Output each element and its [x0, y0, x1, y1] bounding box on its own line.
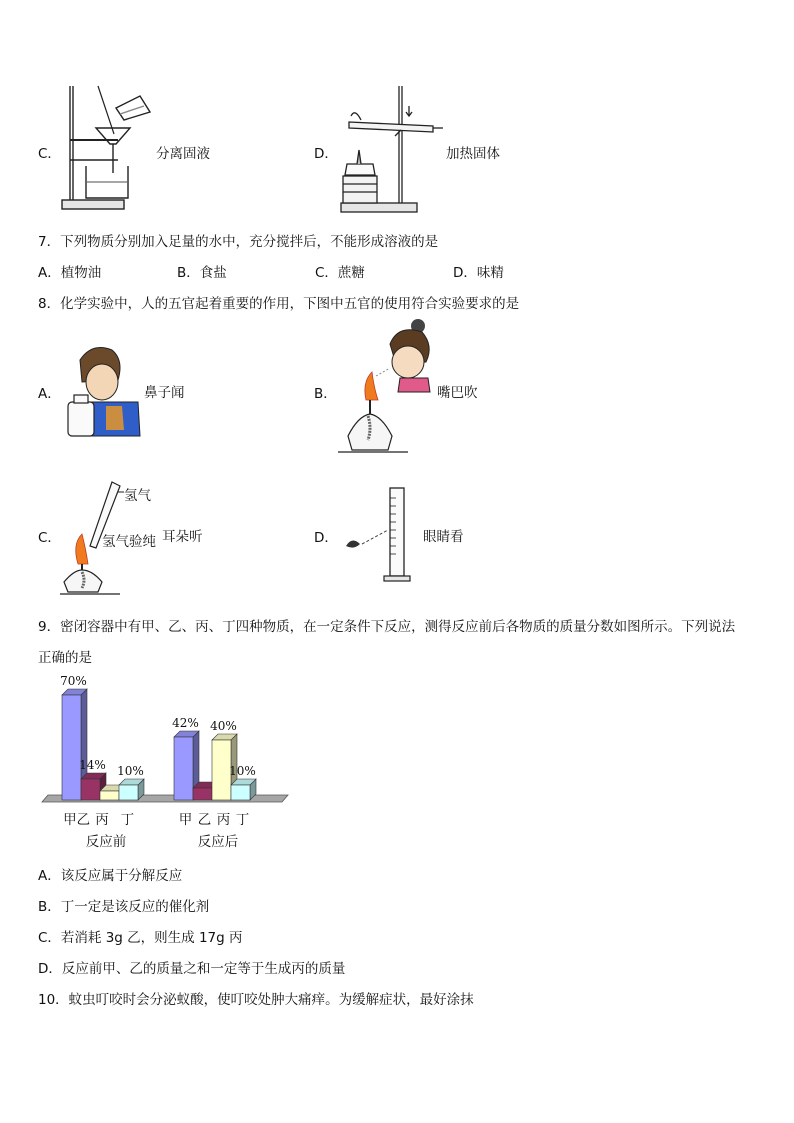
q8-option-b-caption: 嘴巴吹 — [437, 385, 478, 401]
q8-option-d-caption: 眼睛看 — [423, 529, 464, 545]
q9-stem-line1: 9．密闭容器中有甲、乙、丙、丁四种物质，在一定条件下反应，测得反应前后各物质的质量分数如图所示。下列说法 — [38, 619, 736, 635]
bar-丙 — [212, 740, 231, 800]
bar-丙 — [100, 791, 119, 800]
q9-option-a: A．该反应属于分解反应 — [38, 868, 183, 884]
q8-option-a-caption: 鼻子闻 — [144, 385, 185, 401]
q8-option-c-flame-label: 氢气验纯 — [102, 534, 156, 550]
graduated-cylinder-figure — [338, 484, 428, 584]
q7-option-c: C．蔗糖 — [315, 265, 365, 281]
group-title: 反应后 — [197, 834, 239, 850]
group-title: 反应前 — [85, 834, 127, 850]
q7-stem: 7．下列物质分别加入足量的水中，充分搅拌后，不能形成溶液的是 — [38, 234, 439, 250]
data-label: 10% — [229, 764, 256, 778]
q8-option-d-letter: D． — [314, 530, 338, 546]
category-label: 甲 — [178, 812, 193, 828]
q6-option-d-letter: D． — [314, 146, 338, 162]
q9-option-d: D．反应前甲、乙的质量之和一定等于生成丙的质量 — [38, 961, 346, 977]
data-label: 14% — [79, 758, 106, 772]
bar-甲 — [174, 737, 193, 800]
q6-option-c-caption: 分离固液 — [156, 146, 210, 162]
heating-solid-apparatus-figure — [335, 80, 450, 215]
q8-option-c-tube-label: 氢气 — [124, 488, 151, 504]
q9-option-b: B．丁一定是该反应的催化剂 — [38, 899, 210, 915]
bar-乙 — [81, 779, 100, 800]
category-label: 丁 — [120, 812, 135, 828]
bar-丁 — [119, 785, 138, 800]
q7-option-d: D．味精 — [453, 265, 504, 281]
category-label: 丙 — [95, 812, 109, 828]
category-label: 丙 — [216, 812, 231, 828]
q9-option-c: C．若消耗 3g 乙，则生成 17g 丙 — [38, 930, 243, 946]
data-label: 70% — [60, 674, 87, 688]
data-label: 10% — [117, 764, 144, 778]
q6-option-c-letter: C． — [38, 146, 61, 162]
q8-option-b-letter: B． — [314, 386, 337, 402]
q7-option-a: A．植物油 — [38, 265, 102, 281]
bar-甲 — [62, 695, 81, 800]
data-label: 42% — [172, 716, 199, 730]
category-label: 甲乙 — [63, 812, 91, 828]
q7-option-b: B．食盐 — [177, 265, 227, 281]
bar-丁 — [231, 785, 250, 800]
category-label: 乙 — [197, 812, 212, 828]
q8-option-c-letter: C． — [38, 530, 61, 546]
q8-option-c-caption: 耳朵听 — [162, 529, 203, 545]
filtration-apparatus-figure — [58, 78, 168, 213]
q8-option-a-letter: A． — [38, 386, 61, 402]
girl-blowing-lamp-figure — [338, 316, 438, 456]
category-label: 丁 — [235, 812, 250, 828]
q9-stem-line2: 正确的是 — [38, 650, 92, 666]
bar-乙 — [193, 788, 212, 800]
q8-stem: 8．化学实验中，人的五官起着重要的作用，下图中五官的使用符合实验要求的是 — [38, 296, 520, 312]
q10-stem: 10．蚊虫叮咬时会分泌蚁酸，使叮咬处肿大痛痒。为缓解症状，最好涂抹 — [38, 992, 474, 1008]
q6-option-d-caption: 加热固体 — [446, 146, 500, 162]
boy-smelling-bottle-figure — [62, 340, 144, 438]
mass-fraction-bar-chart — [40, 672, 290, 854]
data-label: 40% — [210, 719, 237, 733]
